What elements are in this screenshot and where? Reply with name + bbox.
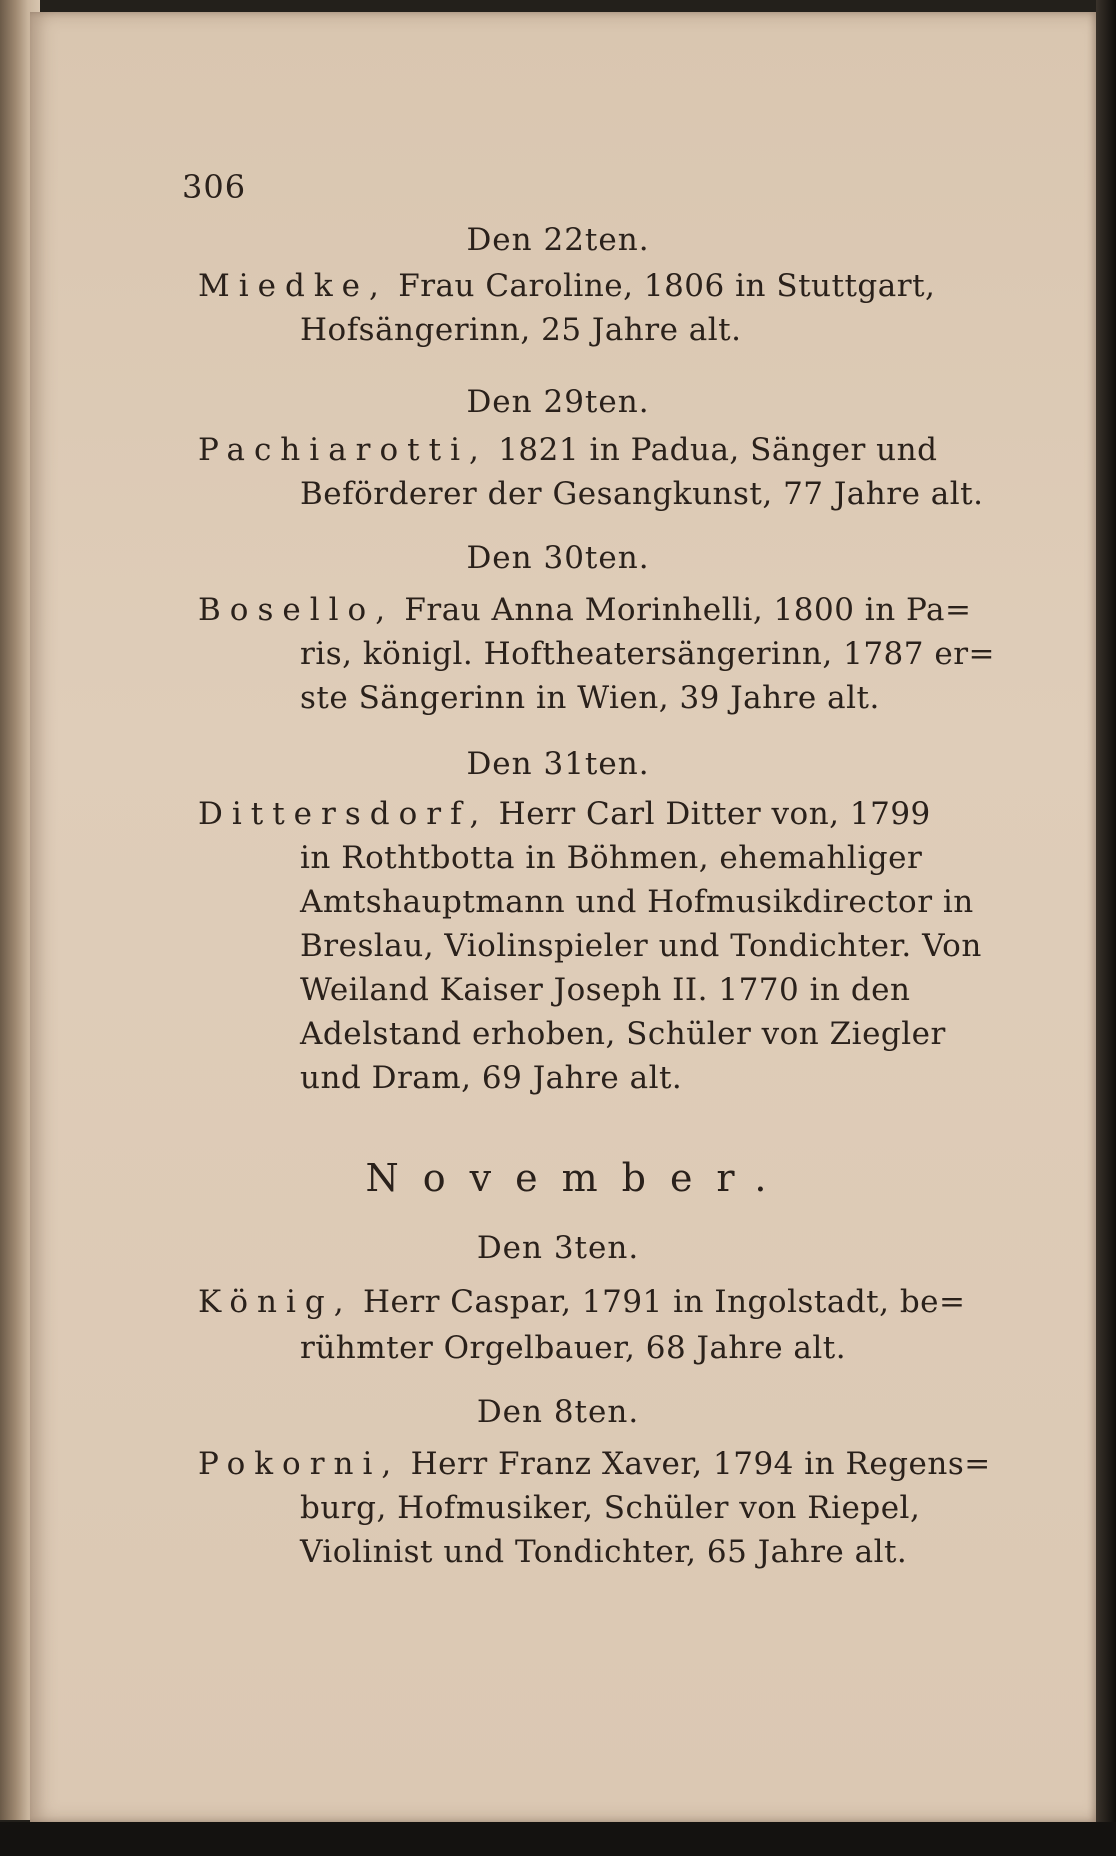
entry-line: ris, königl. Hoftheatersängerinn, 1787 er= — [300, 636, 995, 672]
entry-line: Weiland Kaiser Joseph II. 1770 in den — [300, 972, 911, 1008]
entry-date: Den 8ten. — [476, 1394, 640, 1430]
entry-first-line — [198, 432, 937, 468]
entry-name: Pachiarotti, — [198, 432, 488, 468]
entry-text: Frau Anna Morinhelli, 1800 in Pa= — [404, 592, 972, 628]
entry-first-line — [198, 1446, 991, 1482]
entry-text: Herr Carl Ditter von, 1799 — [498, 796, 931, 832]
entry-text: Herr Caspar, 1791 in Ingolstadt, be= — [362, 1284, 966, 1320]
entry-date: Den 29ten. — [466, 384, 650, 420]
entry-text: Frau Caroline, 1806 in Stuttgart, — [398, 268, 936, 304]
entry-date: Den 22ten. — [466, 222, 650, 258]
entry-first-line — [198, 592, 971, 628]
entry-first-line — [198, 1284, 966, 1320]
entry-text: 1821 in Padua, Sänger und — [498, 432, 938, 468]
entry-name: Pokorni, — [198, 1446, 401, 1482]
entry-line: in Rothtbotta in Böhmen, ehemahliger — [300, 840, 923, 876]
entry-name: Miedke, — [198, 268, 388, 304]
entry-line: ste Sängerinn in Wien, 39 Jahre alt. — [300, 680, 880, 716]
page-number: 306 — [182, 168, 247, 206]
entry-line: Breslau, Violinspieler und Tondichter. Von — [300, 928, 982, 964]
entry-first-line — [198, 268, 935, 304]
entry-line: und Dram, 69 Jahre alt. — [300, 1060, 683, 1096]
entry-name: Dittersdorf, — [198, 796, 489, 832]
entry-first-line — [198, 796, 931, 832]
entry-name: König, — [198, 1284, 353, 1320]
entry-line: Violinist und Tondichter, 65 Jahre alt. — [300, 1534, 908, 1570]
entry-line: Hofsängerinn, 25 Jahre alt. — [300, 312, 742, 348]
month-heading: November. — [365, 1156, 791, 1200]
entry-line: Amtshauptmann und Hofmusikdirector in — [300, 884, 974, 920]
entry-date: Den 30ten. — [466, 540, 650, 576]
entry-line: rühmter Orgelbauer, 68 Jahre alt. — [300, 1330, 847, 1366]
entry-line: burg, Hofmusiker, Schüler von Riepel, — [300, 1490, 921, 1526]
entry-text: Herr Franz Xaver, 1794 in Regens= — [410, 1446, 991, 1482]
entry-date: Den 31ten. — [466, 746, 650, 782]
entry-line: Adelstand erhoben, Schüler von Ziegler — [300, 1016, 946, 1052]
entry-line: Beförderer der Gesangkunst, 77 Jahre alt. — [300, 476, 984, 512]
entry-name: Bosello, — [198, 592, 395, 628]
entry-date: Den 3ten. — [476, 1230, 640, 1266]
